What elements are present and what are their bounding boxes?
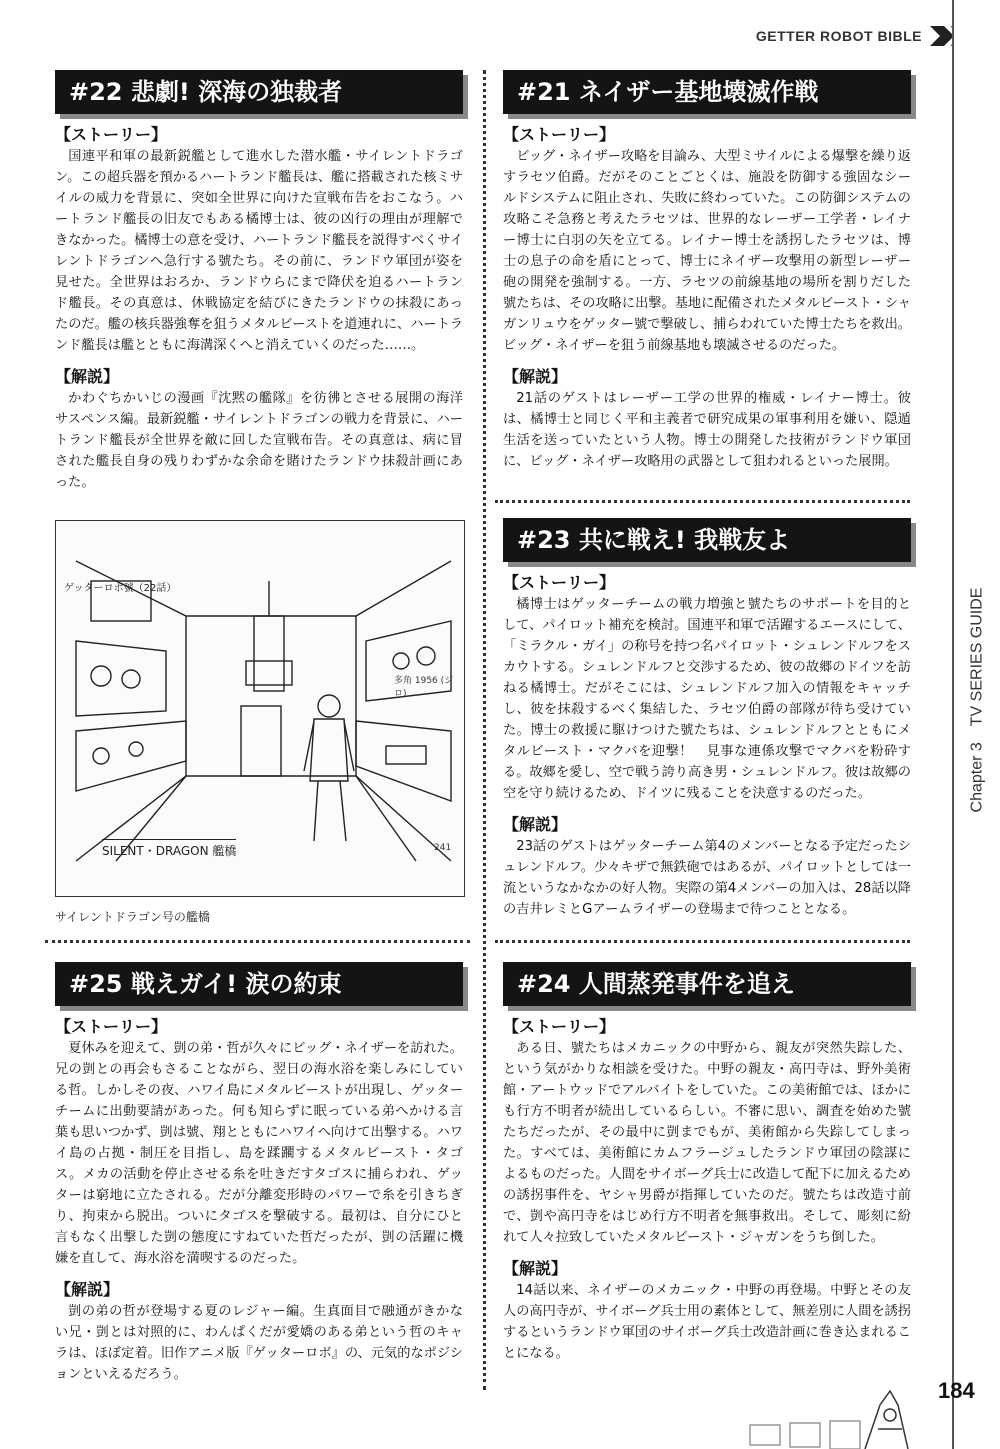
commentary-text: 21話のゲストはレーザー工学の世界的権威・レイナー博士。彼は、橘博士と同じく平和主義者で研究成果の軍事利用を嫌い、隠遁生活を送っていたという人物。博士の開発した技術がランドウ軍団に、ビッグ・ネイザー攻略用の武器として狙われるといった展開。 — [503, 391, 911, 469]
figure-caption: サイレントドラゴン号の艦橋 — [55, 910, 210, 924]
episode-title: #24 人間蒸発事件を追え — [503, 962, 911, 1006]
bridge-sketch-figure — [55, 520, 465, 897]
robot-ornament-icon — [740, 1385, 910, 1449]
sketch-note-top: ゲッターロボ號（22話） — [64, 583, 177, 594]
commentary-text: かわぐちかいじの漫画『沈黙の艦隊』を彷彿とさせる展開の海洋サスペンス編。最新鋭艦・サイレントドラゴンの戦力を背景に、ハートランド艦長が全世界を敵に回した宣戦布告。その真意は、病に冒された艦長自身の残りわずかな余命を賭けたランドウ抹殺計画にあった。 — [55, 391, 463, 490]
commentary-heading: 【解説】 — [55, 1280, 120, 1299]
row-divider-left — [45, 940, 470, 943]
story-heading: 【ストーリー】 — [503, 573, 616, 592]
commentary-heading: 【解説】 — [503, 1259, 568, 1278]
story-text: 橘博士はゲッターチームの戦力増強と號たちのサポートを目的として、パイロット補充を検討。国連平和軍で活躍するエースにして、「ミラクル・ガイ」の称号を持つ名パイロット・シュレンドルフをスカウトする。シュレンドルフと交渉するため、彼の故郷のドイツを訪ねる橘博士。だがそこには、シュレンドルフ加入の情報をキャッチし、彼を抹殺するべく集結した、ラセツ伯爵の部隊が待ち受けていた。博士の救援に駆けつけた號たちは、シュレンドルフとともにメタルビースト・マクバを迎撃！ 見事な連係攻撃でマクバを粉砕する。故郷を愛し、空で戦う誇り高き男・シュレンドルフ。彼は故郷の空を守り続けるため、ドイツに残ることを決意するのだった。 — [503, 597, 911, 801]
row-divider-right-1 — [495, 500, 910, 503]
sketch-sheet-number: 241 — [434, 843, 452, 853]
chapter-label: Chapter 3 TV SERIES GUIDE — [968, 587, 986, 813]
story-heading: 【ストーリー】 — [503, 1017, 616, 1036]
episode-title: #22 悲劇! 深海の独裁者 — [55, 70, 463, 114]
story-text: ビッグ・ネイザー攻略を目論み、大型ミサイルによる爆撃を繰り返すラセツ伯爵。だがそのことごとくは、施設を防御する強固なシールドシステムに阻止され、失敗に終わっていた。この防御システムの攻略こそ急務と考えたラセツは、世界的なレーザー工学者・レイナー博士に白羽の矢を立てる。レイナー博士を誘拐したラセツは、博士の息子の命を盾にとって、博士にネイザー攻撃用の新型レーザー砲の開発を強制する。一方、ラセツの前線基地の場所を割りだした號たちは、その攻略に出撃。基地に配備されたメタルビースト・シャガンリュウをゲッター號で撃破し、捕らわれていた博士たちを救出。ビッグ・ネイザーを狙う前線基地も壊滅させるのだった。 — [503, 149, 911, 353]
header-title: GETTER ROBOT BIBLE — [755, 28, 922, 44]
commentary-text: 14話以来、ネイザーのメカニック・中野の再登場。中野とその友人の高円寺が、サイボーグ兵士用の素体として、無差別に人間を誘拐するというランドウ軍団のサイボーグ兵士改造計画に巻き込まれることになる。 — [503, 1283, 911, 1361]
episode-23 — [503, 518, 911, 920]
episode-25 — [55, 962, 463, 1385]
episode-24 — [503, 962, 911, 1364]
story-heading: 【ストーリー】 — [55, 1017, 168, 1036]
episode-title: #21 ネイザー基地壊滅作戦 — [503, 70, 911, 114]
sketch-note-side: 多角 1956 (ジロ) — [394, 676, 454, 699]
column-divider — [483, 70, 486, 1390]
commentary-text: 剴の弟の哲が登場する夏のレジャー編。生真面目で融通がきかない兄・剴とは対照的に、わんぱくだが愛嬌のある弟という哲のキャラは、ほぼ定着。旧作アニメ版『ゲッターロボ』の、元気的なポジションといえるだろう。 — [55, 1304, 463, 1382]
story-heading: 【ストーリー】 — [503, 125, 616, 144]
episode-title: #25 戦えガイ! 涙の約束 — [55, 962, 463, 1006]
page-number: 184 — [938, 1378, 975, 1403]
sketch-note-bottom: SILENT・DRAGON 艦橋 — [102, 839, 236, 859]
commentary-text: 23話のゲストはゲッターチーム第4のメンバーとなる予定だったシュレンドルフ。少々キザで無鉄砲ではあるが、パイロットとしては一流というなかなかの好人物。実際の第4メンバーの加入は、28話以降の吉井レミとGアームライザーの登場まで待つこととなる。 — [503, 839, 911, 917]
episode-21 — [503, 70, 911, 472]
commentary-heading: 【解説】 — [55, 367, 120, 386]
story-text: ある日、號たちはメカニックの中野から、親友が突然失踪した、という気がかりな相談を受けた。中野の親友・高円寺は、野外美術館・アートウッドでアルバイトをしていた。この美術館では、ほかにも行方不明者が続出しているらしい。不審に思い、調査を始めた號たちだったが、その最中に剴までもが、美術館から失踪してしまった。すべては、美術館にカムフラージュしたランドウ軍団の陰謀によるものだった。人間をサイボーグ兵士に改造して配下に加えるための誘拐事件を、ヤシャ男爵が指揮していたのだ。號たちは改造寸前で、剴や高円寺をはじめ行方不明者を無事救出。そして、彫刻に紛れて人々拉致していたメタルビースト・ジャガンをうち倒した。 — [503, 1041, 911, 1245]
episode-title: #23 共に戦え! 我戦友よ — [503, 518, 911, 562]
commentary-heading: 【解説】 — [503, 815, 568, 834]
story-heading: 【ストーリー】 — [55, 125, 168, 144]
commentary-heading: 【解説】 — [503, 367, 568, 386]
episode-22 — [55, 70, 463, 493]
row-divider-right-2 — [495, 940, 910, 943]
story-text: 国連平和軍の最新鋭艦として進水した潜水艦・サイレントドラゴン。この超兵器を預かるハートランド艦長は、艦に搭載された核ミサイルの威力を背景に、突如全世界に向けた宣戦布告をおこなう。ハートランド艦長の旧友でもある橘博士は、彼の凶行の理由が理解できなかった。橘博士の意を受け、ハートランド艦長を説得すべくサイレントドラゴンへ急行する號たち。その前に、ランドウ軍団が姿を見せた。全世界はおろか、ランドウらにまで降伏を迫るハートランド艦長。その真意は、休戦協定を結びにきたランドウの抹殺にあったのだ。艦の核兵器強奪を狙うメタルビーストを道連れに、ハートランド艦長は艦とともに海溝深くへと消えていくのだった……。 — [55, 149, 463, 353]
story-text: 夏休みを迎えて、剴の弟・哲が久々にビッグ・ネイザーを訪れた。兄の剴との再会もさることながら、翌日の海水浴を楽しみにしている哲。しかしその夜、ハワイ島にメタルビーストが出現し、ゲッターチームに出動要請があった。何も知らずに眠っている弟へかける言葉も思いつかず、剴は號、翔とともにハワイへ向けて出撃する。ハワイ島の占拠・制圧を目指し、島を蹂躙するメタルビースト・タゴス。メカの活動を停止させる糸を吐きだすタゴスに捕らわれ、ゲッターは窮地に立たされる。だが分離変形時のパワーで糸を引きちぎり、拘束から脱出。ついにタゴスを撃破する。最初は、自分にひと言もなく出撃した剴の態度にすねていた哲だったが、剴の活躍に機嫌を直して、海水浴を満喫するのだった。 — [55, 1041, 463, 1266]
